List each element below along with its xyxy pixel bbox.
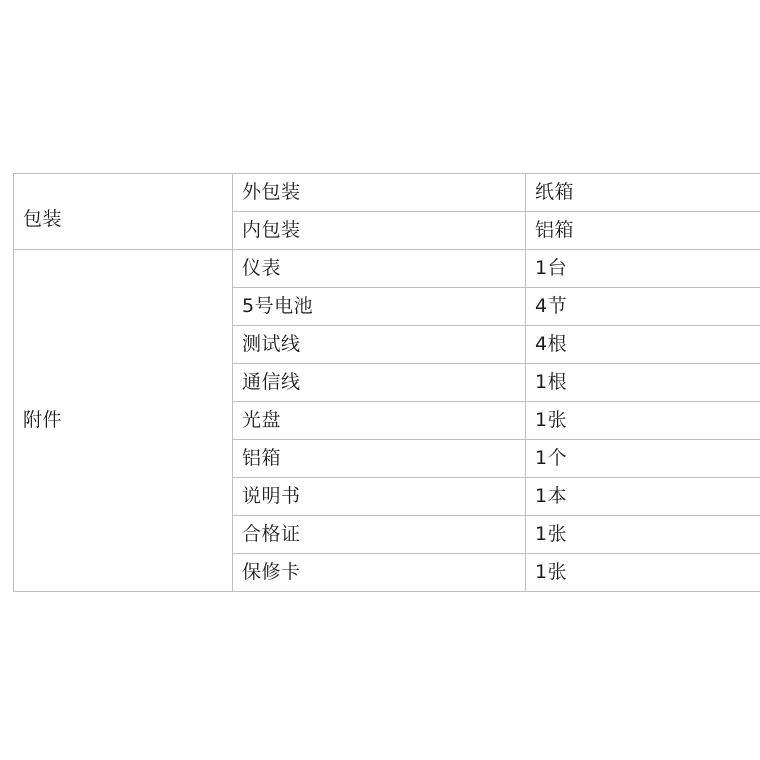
item-value: 纸箱 [526,174,760,212]
item-value: 1张 [526,402,760,440]
item-name: 通信线 [233,364,526,402]
item-value: 1台 [526,250,760,288]
item-name: 外包装 [233,174,526,212]
group-label-packaging [14,174,233,250]
table-row [14,250,760,288]
item-value: 铝箱 [526,212,760,250]
item-name: 说明书 [233,478,526,516]
group-label-accessories-text: 附件 [23,409,63,432]
item-value: 4根 [526,326,760,364]
packaging-accessories-table [13,173,760,592]
item-value: 1张 [526,516,760,554]
group-label-packaging-text: 包装 [23,208,63,231]
table-row [14,174,760,212]
item-value: 1张 [526,554,760,592]
packaging-accessories-table-container [13,173,748,592]
item-value: 1个 [526,440,760,478]
item-name: 光盘 [233,402,526,440]
item-name: 保修卡 [233,554,526,592]
item-name: 仪表 [233,250,526,288]
item-value: 1根 [526,364,760,402]
item-value: 1本 [526,478,760,516]
item-name: 测试线 [233,326,526,364]
item-value: 4节 [526,288,760,326]
item-name: 铝箱 [233,440,526,478]
group-label-accessories [14,250,233,592]
item-name: 5号电池 [233,288,526,326]
item-name: 内包装 [233,212,526,250]
item-name: 合格证 [233,516,526,554]
